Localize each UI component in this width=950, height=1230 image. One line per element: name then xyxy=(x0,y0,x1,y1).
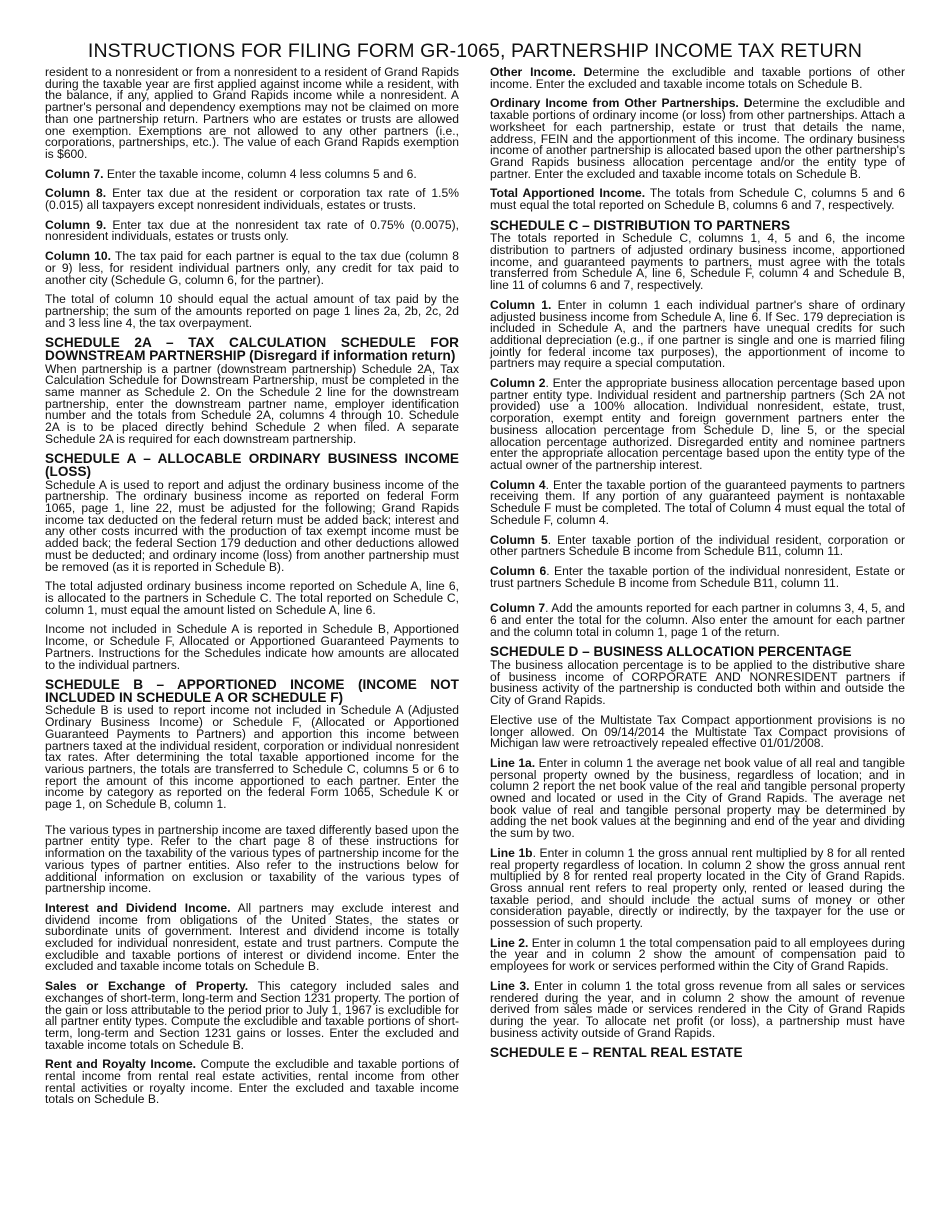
line-2-text: Enter in column 1 the total compensation paid to all employees during the year and in column 2 show the amount of compensation paid to employees for work or services performed within the City of Grand Rapids. xyxy=(490,935,905,974)
c-column-1-text: Enter in column 1 each individual partner's share of ordinary adjusted business income from Schedule A, line 6. If Sec. 179 depreciation is included in Schedule A, and the partners have unequal credits for such additional depreciation (e.g., if one partner is single and one is married filing jointly for federal income tax purposes), the apportionment of income to partners may require a special computation. xyxy=(490,297,905,371)
c-column-6-paragraph xyxy=(490,563,905,590)
column-8-text: Enter tax due at the resident or corporation tax rate of 1.5% (0.015) all taxpayers except nonresident individuals, estates or trusts. xyxy=(45,186,459,213)
line-1b-text: . Enter in column 1 the gross annual rent multiplied by 8 for all rented real property regardless of location. In column 2 show the gross annual rent multiplied by 8 for rented real property located in the City of Grand Rapids. Gross annual rent refers to real property only, rented or leased during the taxable period, and should include the actual sums of money or other consideration payable, directly or indirectly, by the taxpayer for the use or possession of such property. xyxy=(490,845,905,931)
c-column-4-paragraph xyxy=(490,477,905,527)
c-column-4-text: . Enter the taxable portion of the guaranteed payments to partners receiving them. If any portion of any guaranteed payment is nontaxable Schedule F must be completed. The total of Column 4 must equal the total of Schedule F, column 4. xyxy=(490,477,905,527)
interest-dividend-paragraph xyxy=(45,900,459,974)
line-3-paragraph xyxy=(490,978,905,1040)
line-2-heading: Line 2. xyxy=(490,935,529,950)
page-title: INSTRUCTIONS FOR FILING FORM GR-1065, PARTNERSHIP INCOME TAX RETURN xyxy=(87,40,863,62)
sales-exchange-heading: Sales or Exchange of Property. xyxy=(45,979,249,994)
line-1a-text: Enter in column 1 the average net book value of all real and tangible personal property owned by the business, regardless of location; and in column 2 report the net book value of the real and tangible personal property owned and located or used in the City of Grand Rapids. The average net book value of real and tangible personal property may be determined by adding the net book values at the beginning and end of the year and dividing the sum by two. xyxy=(490,755,905,841)
total-apportioned-paragraph xyxy=(490,188,905,211)
column-9-paragraph xyxy=(45,217,459,244)
c-column-5-heading: Column 5 xyxy=(490,532,548,547)
schedule-c-paragraph: The totals reported in Schedule C, columns 1, 4, 5 and 6, the income distribution to partners of adjusted ordinary business income, apportioned income, and guaranteed payments to partners, must agree with the totals transferred from Schedule A, line 6, Schedule F, column 4 and Schedule B, line 11 of columns 6 and 7, respectively. xyxy=(490,231,905,293)
column-9-heading: Column 9. xyxy=(45,217,107,232)
c-column-5-text: . Enter taxable portion of the individual resident, corporation or other partners Schedule B income from Schedule B11, column 11. xyxy=(490,532,905,559)
column-10-text: The tax paid for each partner is equal to the tax due (column 8 or 9) less, for resident individual partners only, any credit for tax paid to another city (Schedule G, column 6, for the partner). xyxy=(45,249,459,287)
column-10-heading: Column 10. xyxy=(45,249,111,264)
sales-exchange-text: This category included sales and exchanges of short-term, long-term and Section 1231 property. The portion of the gain or loss attributable to the period prior to July 1, 1967 is excludible for all partner entity types. Compute the excludible and taxable portions of short-term, long-term and Section 1231 gains or losses. Enter the excluded and taxable income totals on Schedule B. xyxy=(45,979,459,1052)
schedule-b-paragraph-1: Schedule B is used to report income not included in Schedule A (Adjusted Ordinary Business Income) or Schedule F, (Allocated or Apportioned Guaranteed Payments to Partners) and apportion this income between partners taxed at the individual resident, corporation or individual nonresident tax rates. After determining the total taxable apportioned income for the various partners, the totals are transferred to Schedule C, columns 5 or 6 to report the amount of this income apportioned to each partner. Enter the income by category as reported on the federal Form 1065, Schedule K or page 1, on Schedule B, column 1. xyxy=(45,703,459,812)
schedule-b-paragraph-2: The various types in partnership income are taxed differently based upon the partner entity type. Refer to the chart page 8 of these instructions for information on the taxability of the various types of partnership income for the various types of partner entities. Also refer to the instructions below for additional information on exclusion or taxability of the various types of partnership income. xyxy=(45,822,459,896)
c-column-1-paragraph xyxy=(490,297,905,371)
interest-dividend-text: All partners may exclude interest and dividend income from obligations of the United States, the states or subordinate units of government. Interest and dividend income is totally excluded for individual nonresident, estate and trust partners. Compute the excludible and taxable portions of interest or dividend income. Enter the excluded and taxable income totals on Schedule B. xyxy=(45,900,459,974)
schedule-a-paragraph-1: Schedule A is used to report and adjust the ordinary business income of the partnership. The ordinary business income as reported on federal Form 1065, page 1, line 22, must be adjusted for the following; Grand Rapids income tax deducted on the federal return must be added back; interest and any other costs incurred with the production of tax exempt income must be added back; the federal Section 179 deduction and other deductions allowed must be deducted; and ordinary income (loss) from another partnership must be removed (as it is reported in Schedule B). xyxy=(45,477,459,574)
total-apportioned-text: The totals from Schedule C, columns 5 and 6 must equal the total reported on Schedule B, columns 6 and 7, respectively. xyxy=(490,186,905,213)
line-1b-paragraph xyxy=(490,845,905,931)
right-column xyxy=(490,67,905,1061)
line-1a-heading: Line 1a. xyxy=(490,755,536,770)
line-3-heading: Line 3. xyxy=(490,978,530,993)
c-column-1-heading: Column 1. xyxy=(490,297,552,312)
rent-royalty-paragraph xyxy=(45,1059,459,1106)
schedule-2a-paragraph: When partnership is a partner (downstream partnership) Schedule 2A, Tax Calculation Schedule for Downstream Partnership, must be completed in the same manner as Schedule 2. On the Schedule 2 line for the downstream partnership, enter the downstream partner name, employer identification number and the totals from Schedule 2A, columns 4 through 10. Schedule 2A is to be placed directly behind Schedule 2 when filed. A separate Schedule 2A is required for each downstream partnership. xyxy=(45,361,459,446)
c-column-2-heading: Column 2 xyxy=(490,376,546,391)
other-income-text: etermine the excludible and taxable portions of other income. Enter the excluded and taxable income totals on Schedule B. xyxy=(490,65,905,91)
schedule-d-paragraph-2: Elective use of the Multistate Tax Compact apportionment provisions is no longer allowed. On 09/14/2014 the Multistate Tax Compact provisions of Michigan law were retroactively repealed effective 01/01/2008. xyxy=(490,712,905,751)
total-apportioned-heading: Total Apportioned Income. xyxy=(490,186,646,201)
c-column-6-text: . Enter the taxable portion of the individual nonresident, Estate or trust partners Schedule B income from Schedule B11, column 11. xyxy=(490,563,905,590)
schedule-a-paragraph-3: Income not included in Schedule A is reported in Schedule B, Apportioned Income, or Schedule F, Allocated or Apportioned Guaranteed Payments to Partners. Instructions for the Schedules indicate how amounts are allocated to the individual partners. xyxy=(45,622,459,672)
line-1b-heading: Line 1b xyxy=(490,845,533,860)
schedule-c-heading: SCHEDULE C – DISTRIBUTION TO PARTNERS xyxy=(490,217,791,233)
column-10-paragraph xyxy=(45,251,459,286)
line-2-paragraph xyxy=(490,935,905,974)
intro-paragraph: resident to a nonresident or from a nonresident to a resident of Grand Rapids during the taxable year are first applied against income while a resident, with the balance, if any, applied to Grand Rapids income while a nonresident. A partner's personal and dependency exemptions may not be claimed on more than one partnership return. Partners who are estates or trusts are allowed one exemption. Exemptions are not allowed to any other partners (i.e., corporations, partnerships, etc.). The value of each Grand Rapids exemption is $600. xyxy=(45,65,459,161)
c-column-5-paragraph xyxy=(490,532,905,559)
left-column xyxy=(45,67,459,1114)
schedule-a-paragraph-2: The total adjusted ordinary business income reported on Schedule A, line 6, is allocated to the partners in Schedule C. The total reported on Schedule C, column 1, must equal the amount listed on Schedule A, line 6. xyxy=(45,579,459,617)
interest-dividend-heading: Interest and Dividend Income. xyxy=(45,900,231,915)
column-7-heading: Column 7. xyxy=(45,166,104,181)
c-column-7-heading: Column 7 xyxy=(490,601,546,616)
ordinary-income-text: etermine the excludible and taxable portions of ordinary income (or loss) from other partnerships. Attach a worksheet for each partnership, estate or trust that details the name, address, FEIN and the apportionment of this income. The ordinary business income of another partnership is allocated based upon the other partnership's Grand Rapids business allocation percentage and/or the entity type of partner. Enter the excluded and taxable income totals on Schedule B. xyxy=(490,96,905,181)
c-column-2-text: . Enter the appropriate business allocation percentage based upon partner entity type. Individual resident and partnership partners (Sch 2A not provided) use a 100% allocation. Individual nonresident, estate, trust, corporation, exempt entity and foreign government partners enter the business allocation percentage from Schedule D, line 5, or the special allocation percentage authorized. Disregarded entity and nominee partners enter the appropriate allocation percentage based upon the entity type of the actual owner of the partnership interest. xyxy=(490,376,905,472)
schedule-2a-heading: SCHEDULE 2A – TAX CALCULATION SCHEDULE FOR DOWNSTREAM PARTNERSHIP (Disregard if information return) xyxy=(45,335,459,363)
c-column-6-heading: Column 6 xyxy=(490,563,547,578)
line-1a-paragraph xyxy=(490,755,905,841)
c-column-7-paragraph xyxy=(490,603,905,638)
schedule-b-heading: SCHEDULE B – APPORTIONED INCOME (INCOME NOT INCLUDED IN SCHEDULE A OR SCHEDULE F) xyxy=(45,677,459,705)
sales-exchange-paragraph xyxy=(45,981,459,1051)
ordinary-income-heading: Ordinary Income from Other Partnerships. D xyxy=(490,96,753,111)
schedule-d-heading: SCHEDULE D – BUSINESS ALLOCATION PERCENTAGE xyxy=(490,644,852,660)
column-8-heading: Column 8. xyxy=(45,186,107,201)
schedule-d-paragraph-1: The business allocation percentage is to be applied to the distributive share of business income of CORPORATE AND NONRESIDENT partners if business activity of the partnership is conducted both within and outside the City of Grand Rapids. xyxy=(490,658,905,708)
schedule-a-heading: SCHEDULE A – ALLOCABLE ORDINARY BUSINESS INCOME (LOSS) xyxy=(45,451,459,480)
c-column-7-text: . Add the amounts reported for each partner in columns 3, 4, 5, and 6 and enter the total for the column. Also enter the amount for each partner and the column total in column 1, page 1 of the return. xyxy=(490,601,905,639)
other-income-heading: Other Income. D xyxy=(490,65,593,79)
rent-royalty-text: Compute the excludible and taxable portions of rental income from rental real estate activities, rental income from other rental activities or royalty income. Enter the excluded and taxable income totals on Schedule B. xyxy=(45,1057,459,1107)
line-3-text: Enter in column 1 the total gross revenue from all sales or services rendered during the year, and in column 2 show the amount of revenue derived from sales made or services rendered in the City of Grand Rapids during the year. To allocate net profit (or loss), a partnership must have business activity outside of Grand Rapids. xyxy=(490,978,905,1040)
schedule-e-heading: SCHEDULE E – RENTAL REAL ESTATE xyxy=(490,1045,743,1061)
rent-royalty-heading: Rent and Royalty Income. xyxy=(45,1057,197,1072)
ordinary-income-paragraph xyxy=(490,98,905,180)
column-8-paragraph xyxy=(45,188,459,211)
c-column-2-paragraph xyxy=(490,378,905,472)
column-9-text: Enter tax due at the nonresident tax rate of 0.75% (0.0075), nonresident individuals, estates or trusts only. xyxy=(45,217,459,244)
column-7-text: Enter the taxable income, column 4 less columns 5 and 6. xyxy=(106,166,417,181)
other-income-paragraph xyxy=(490,67,905,90)
column-10-total-paragraph: The total of column 10 should equal the actual amount of tax paid by the partnership; the sum of the amounts reported on page 1 lines 2a, 2b, 2c, 2d and 3 less line 4, the tax overpayment. xyxy=(45,292,459,330)
c-column-4-heading: Column 4 xyxy=(490,477,546,492)
column-7-paragraph xyxy=(45,166,459,181)
